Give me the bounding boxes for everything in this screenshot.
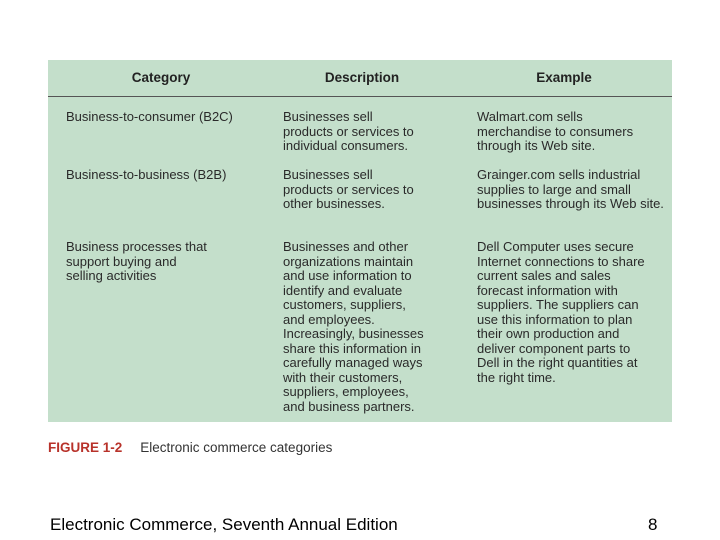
row-description: Businesses sell products or services to individual consumers. xyxy=(283,109,414,153)
figure-caption-text: Electronic commerce categories xyxy=(140,440,333,455)
row-description: Businesses and other organizations maintain and use information to identify and evaluate customers, suppliers, and employees. Increasingly, businesses share this information in carefully managed ways with their customers, suppliers, employees, and business partners. xyxy=(283,239,424,414)
row-category: Business processes that support buying and selling activities xyxy=(66,239,207,283)
figure-label: FIGURE 1-2 xyxy=(48,440,123,455)
row-example: Dell Computer uses secure Internet connections to share current sales and sales forecast information with suppliers. The suppliers can use this information to plan their own production and deliver component parts to Dell in the right quantities at the right time. xyxy=(477,239,645,385)
row-example: Grainger.com sells industrial supplies to large and small businesses through its Web site. xyxy=(477,167,664,211)
header-category: Category xyxy=(131,70,191,85)
ecommerce-categories-table xyxy=(48,60,672,422)
header-description: Description xyxy=(324,70,400,85)
header-example: Example xyxy=(536,70,592,85)
row-category: Business-to-business (B2B) xyxy=(66,167,227,182)
table-header xyxy=(48,60,672,97)
row-example: Walmart.com sells merchandise to consumers through its Web site. xyxy=(477,109,634,153)
row-description: Businesses sell products or services to other businesses. xyxy=(283,167,414,211)
figure-caption xyxy=(48,440,332,455)
page-number: 8 xyxy=(648,515,658,534)
footer-title: Electronic Commerce, Seventh Annual Edition xyxy=(50,515,398,534)
row-category: Business-to-consumer (B2C) xyxy=(66,109,233,124)
